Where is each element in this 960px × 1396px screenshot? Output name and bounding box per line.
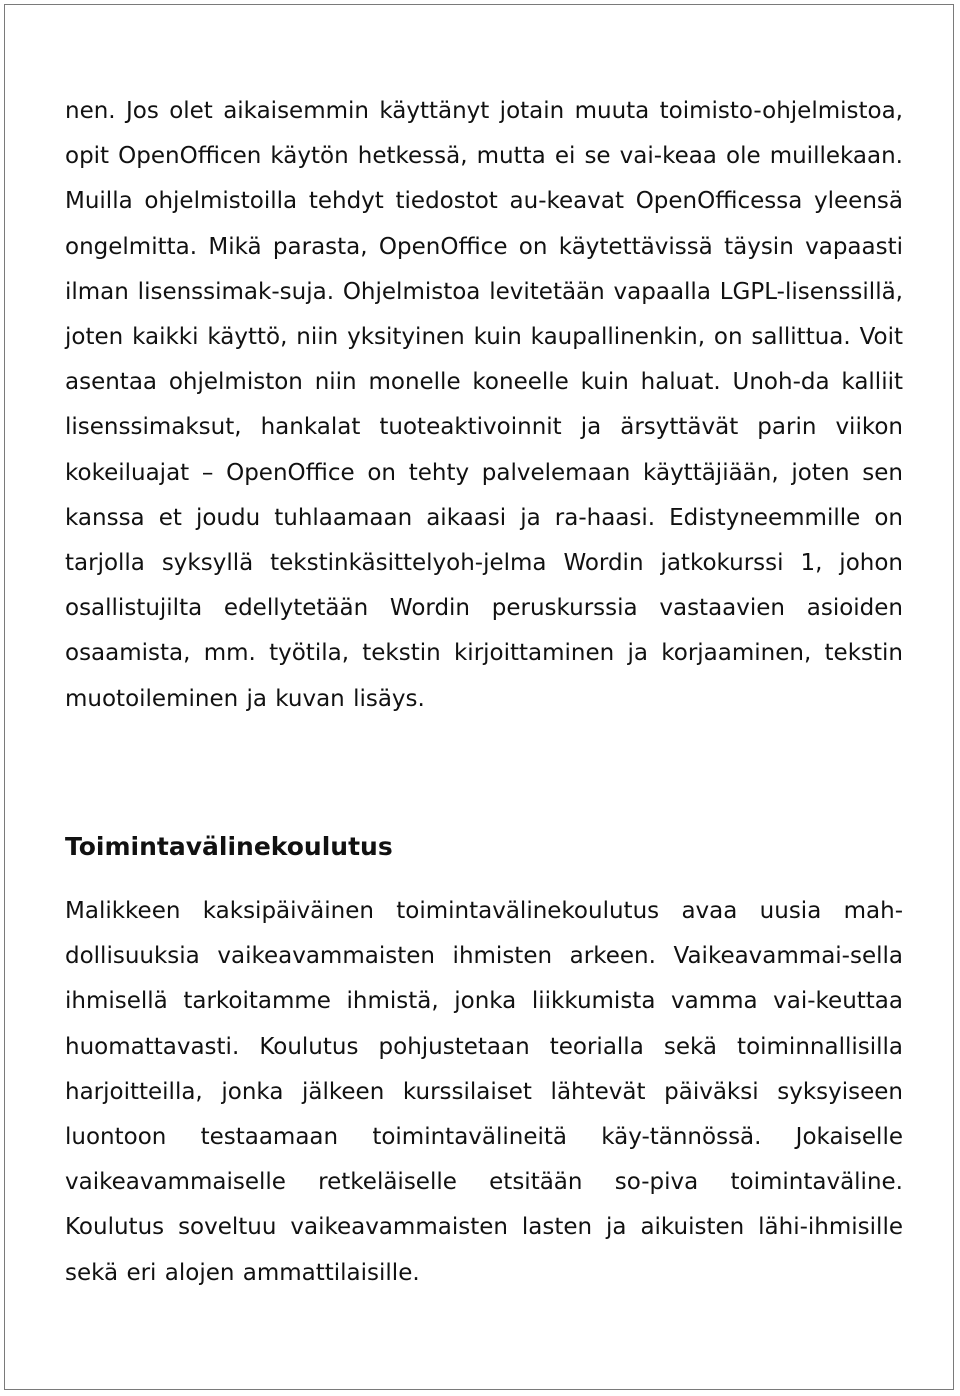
page-frame xyxy=(4,4,954,1390)
paragraph-openoffice: nen. Jos olet aikaisemmin käyttänyt jotain muuta toimisto-ohjelmistoa, opit OpenOfficen käytön hetkessä, mutta ei se vai-keaa ole muillekaan. Muilla ohjelmistoilla tehdyt tiedostot au-keavat OpenOfficessa yleensä ongelmitta. Mikä parasta, OpenOffice on käytettävissä täysin vapaasti ilman lisenssimak-suja. Ohjelmistoa levitetään vapaalla LGPL-lisenssillä, joten kaikki käyttö, niin yksityinen kuin kaupallinenkin, on sallittua. Voit asentaa ohjelmiston niin monelle koneelle kuin haluat. Unoh-da kalliit lisenssimaksut, hankalat tuoteaktivoinnit ja ärsyttävät parin viikon kokeiluajat – OpenOffice on tehty palvelemaan käyttäjiään, joten sen kanssa et joudu tuhlaamaan aikaasi ja ra-haasi. Edistyneemmille on tarjolla syksyllä tekstinkäsittelyoh-jelma Wordin jatkokurssi 1, johon osallistujilta edellytetään Wordin peruskurssia vastaavien asioiden osaamista, mm. työtila, tekstin kirjoittaminen ja korjaaminen, tekstin muotoileminen ja kuvan lisäys. xyxy=(65,98,903,712)
document-body xyxy=(65,89,903,1286)
paragraph-toimintavaline: Malikkeen kaksipäiväinen toimintavälinekoulutus avaa uusia mah-dollisuuksia vaikeavammaisten ihmisten arkeen. Vaikeavammai-sella ihmisellä tarkoitamme ihmistä, jonka liikkumista vamma vai-keuttaa huomattavasti. Koulutus pohjustetaan teorialla sekä toiminnallisilla harjoitteilla, jonka jälkeen kurssilaiset lähtevät päiväksi syksyiseen luontoon testaamaan toimintavälineitä käy-tännössä. Jokaiselle vaikeavammaiselle retkeläiselle etsitään so-piva toimintaväline. Koulutus soveltuu vaikeavammaisten lasten ja aikuisten lähi-ihmisille sekä eri alojen ammattilaisille. xyxy=(65,898,903,1286)
section-heading: Toimintavälinekoulutus xyxy=(65,832,393,861)
